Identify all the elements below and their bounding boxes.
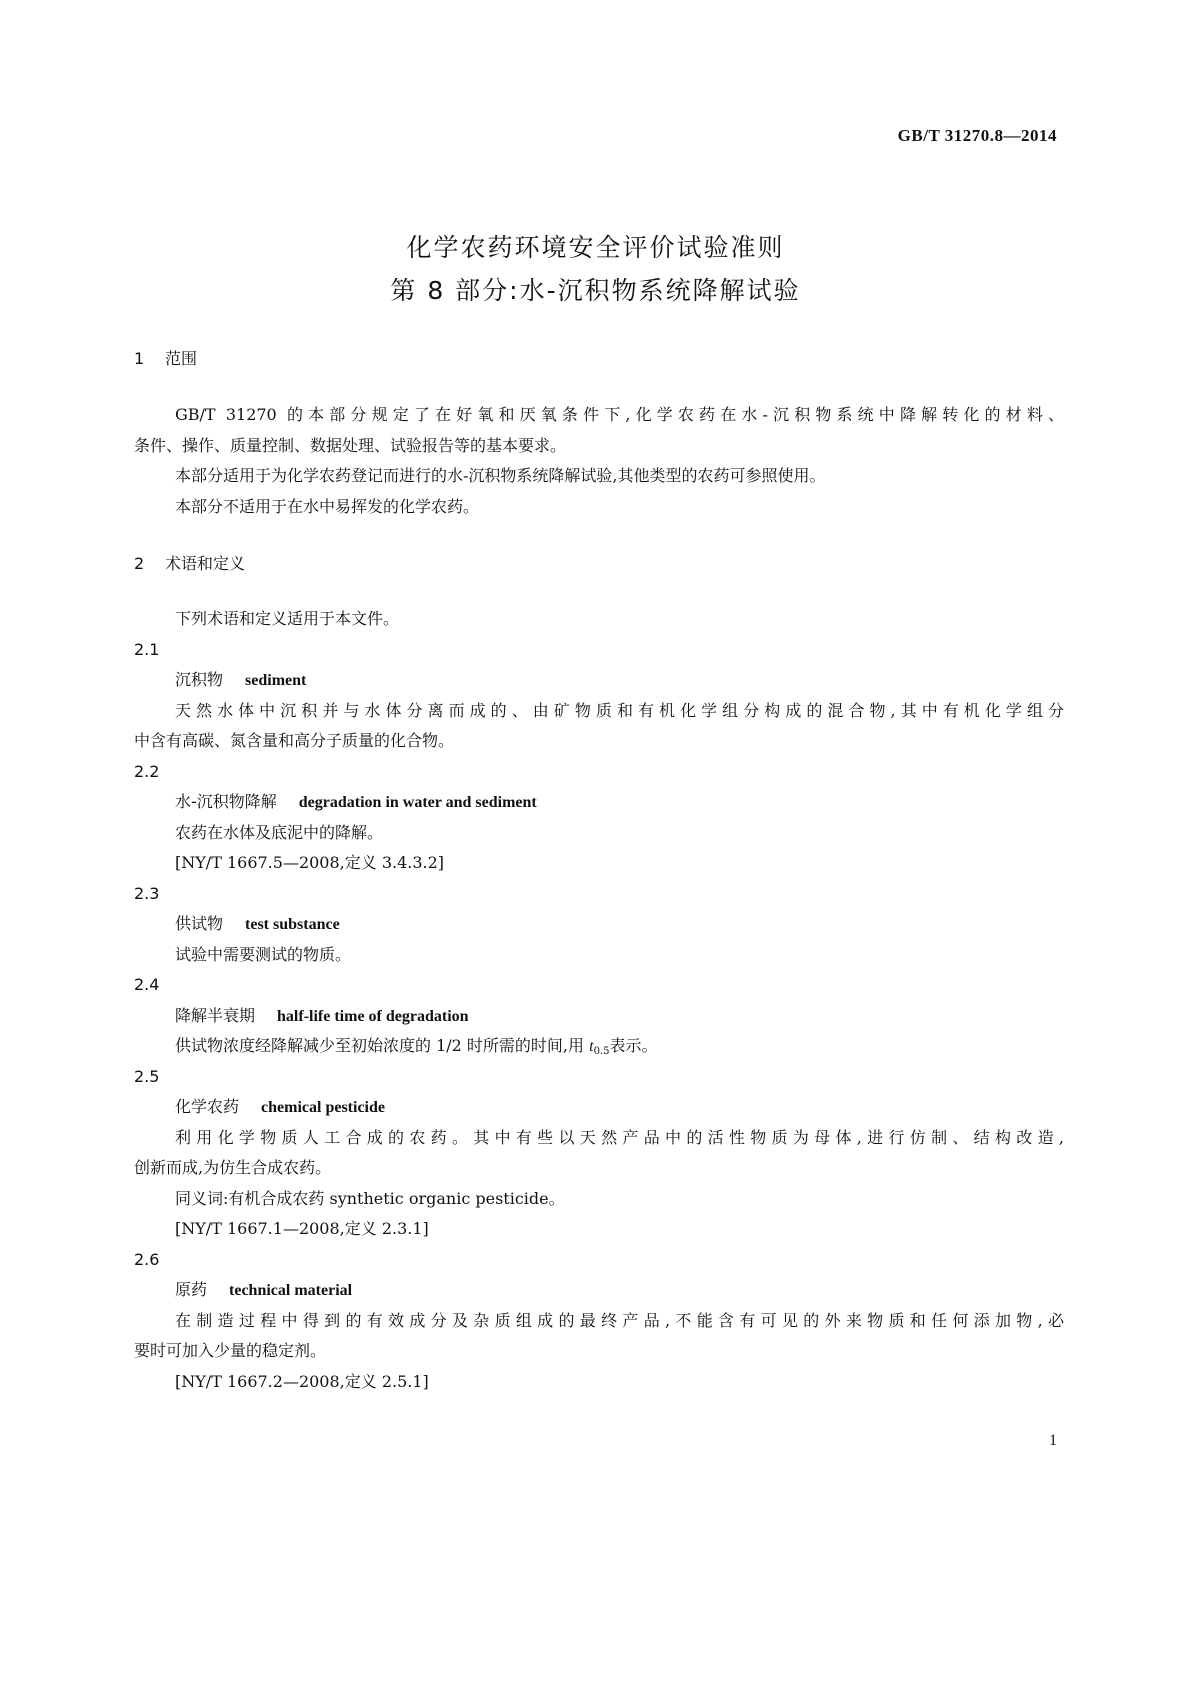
document-code: GB/T 31270.8—2014: [897, 126, 1057, 145]
term-heading: [134, 787, 1064, 818]
term-definition-line-1: 在制造过程中得到的有效成分及杂质组成的最终产品,不能含有可见的外来物质和任何添加物,必: [175, 1310, 1064, 1330]
section-2-body: [134, 604, 1064, 1397]
term-source: [NY/T 1667.2—2008,定义 2.5.1]: [175, 1371, 429, 1391]
term-definition-line-1: 利用化学物质人工合成的农药。其中有些以天然产品中的活性物质为母体,进行仿制、结构改造,: [175, 1127, 1064, 1147]
term-heading: [134, 1001, 1064, 1032]
section-1-body: [134, 400, 1064, 522]
definition-text-after: 表示。: [609, 1036, 658, 1055]
term-definition-line-2: 创新而成,为仿生合成农药。: [134, 1158, 332, 1177]
term-english: degradation in water and sediment: [298, 794, 537, 811]
document-title-line-2: 第 8 部分:水-沉积物系统降解试验: [390, 276, 801, 305]
term-number: 2.6: [134, 1249, 160, 1269]
scope-paragraph-3: 本部分不适用于在水中易挥发的化学农药。: [175, 496, 480, 516]
term-source: [NY/T 1667.5—2008,定义 3.4.3.2]: [175, 853, 445, 872]
half-life-symbol: t: [589, 1038, 594, 1055]
term-heading: [134, 665, 1064, 696]
section-number: 2: [134, 554, 145, 573]
term-definition: [134, 1031, 1064, 1062]
page-number: 1: [1049, 1432, 1057, 1449]
term-definition-line-1: 天然水体中沉积并与水体分离而成的、由矿物质和有机化学组分构成的混合物,其中有机化学组分: [175, 700, 1064, 720]
definition-text-before: 供试物浓度经降解减少至初始浓度的 1/2 时所需的时间,用: [175, 1036, 590, 1055]
term-definition: 试验中需要测试的物质。: [175, 944, 352, 964]
section-1-heading: [134, 346, 197, 369]
term-definition: 农药在水体及底泥中的降解。: [175, 822, 384, 842]
section-title: 术语和定义: [165, 554, 246, 573]
section-number: 1: [134, 349, 145, 368]
term-synonym: 同义词:有机合成农药 synthetic organic pesticide。: [175, 1188, 565, 1208]
terms-intro: 下列术语和定义适用于本文件。: [175, 609, 400, 628]
term-heading: [134, 1275, 1064, 1306]
term-number: 2.2: [134, 761, 160, 781]
term-number: 2.4: [134, 975, 160, 994]
term-source: [NY/T 1667.1—2008,定义 2.3.1]: [175, 1219, 429, 1238]
term-english: sediment: [245, 672, 307, 689]
term-chinese: 化学农药: [175, 1097, 240, 1116]
term-number: 2.5: [134, 1066, 160, 1086]
term-chinese: 降解半衰期: [175, 1005, 256, 1025]
section-2-heading: [134, 551, 245, 574]
term-number: 2.1: [134, 639, 160, 659]
scope-paragraph-1-line-2: 条件、操作、质量控制、数据处理、试验报告等的基本要求。: [134, 435, 567, 455]
term-number: 2.3: [134, 883, 160, 903]
term-chinese: 原药: [175, 1280, 208, 1299]
section-title: 范围: [165, 349, 198, 368]
term-definition-line-2: 中含有高碳、氮含量和高分子质量的化合物。: [134, 731, 455, 750]
term-english: half-life time of degradation: [277, 1007, 469, 1025]
term-chinese: 沉积物: [175, 670, 224, 689]
scope-paragraph-1-line-1: GB/T 31270 的本部分规定了在好氧和厌氧条件下,化学农药在水-沉积物系统中降解转化的材料、: [175, 405, 1064, 424]
term-definition-line-2: 要时可加入少量的稳定剂。: [134, 1341, 327, 1360]
term-english: technical material: [229, 1282, 353, 1299]
scope-paragraph-2: 本部分适用于为化学农药登记而进行的水-沉积物系统降解试验,其他类型的农药可参照使用。: [175, 466, 826, 485]
term-chinese: 供试物: [175, 914, 224, 933]
term-heading: [134, 1092, 1064, 1123]
term-english: test substance: [245, 916, 340, 933]
document-title-line-1: 化学农药环境安全评价试验准则: [406, 233, 785, 262]
term-heading: [134, 909, 1064, 940]
term-english: chemical pesticide: [261, 1099, 385, 1116]
half-life-subscript: 0.5: [593, 1046, 610, 1057]
term-chinese: 水-沉积物降解: [175, 792, 277, 811]
